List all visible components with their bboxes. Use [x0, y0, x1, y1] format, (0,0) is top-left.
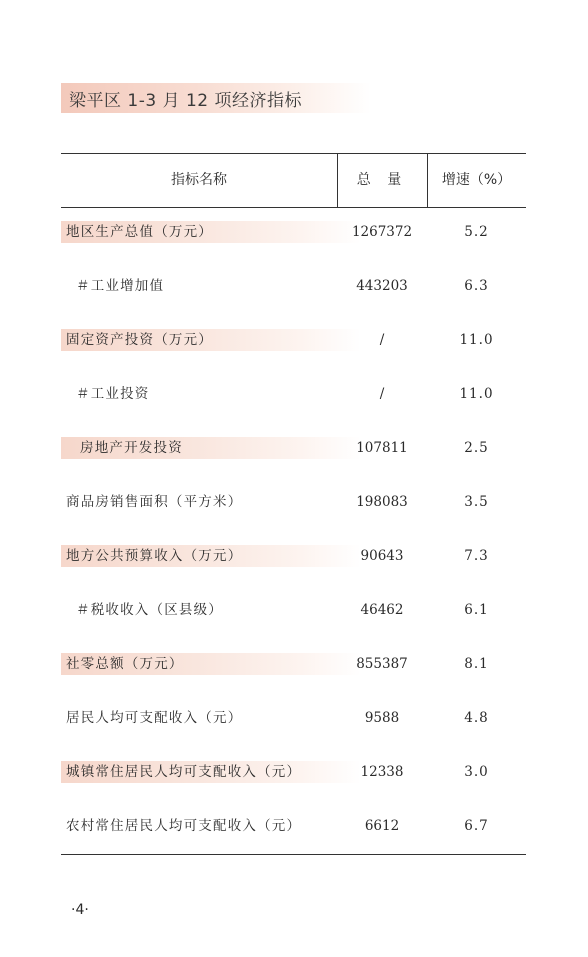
table-bottom-rule [61, 854, 526, 855]
indicator-name: 城镇常住居民人均可支配收入（元） [66, 764, 302, 780]
table-row [0, 478, 588, 532]
table-row [0, 316, 588, 370]
indicator-growth: 5.2 [464, 224, 489, 240]
indicator-total: / [379, 386, 385, 402]
table-row [0, 640, 588, 694]
indicator-total: 443203 [356, 278, 408, 294]
table-row [0, 748, 588, 802]
page-title: 梁平区 1-3 月 12 项经济指标 [69, 91, 303, 111]
column-header-total: 总 量 [356, 172, 408, 188]
indicator-total: 1267372 [351, 224, 413, 240]
indicator-total: 855387 [356, 656, 408, 672]
column-header-name: 指标名称 [171, 172, 227, 188]
page-number: ·4· [71, 902, 89, 918]
table-row [0, 370, 588, 424]
indicator-name: 商品房销售面积（平方米） [66, 494, 243, 510]
indicator-total: 9588 [364, 710, 400, 726]
indicator-growth: 11.0 [459, 332, 494, 348]
indicator-growth: 6.7 [464, 818, 489, 834]
table-row [0, 586, 588, 640]
indicator-name: 居民人均可支配收入（元） [66, 710, 243, 726]
column-header-growth: 增速（%） [441, 172, 512, 188]
indicator-growth: 6.1 [464, 602, 489, 618]
table-row [0, 262, 588, 316]
indicator-growth: 3.0 [464, 764, 489, 780]
table-row [0, 208, 588, 262]
indicator-growth: 6.3 [464, 278, 489, 294]
indicator-growth: 11.0 [459, 386, 494, 402]
table-row [0, 802, 588, 856]
indicator-total: 46462 [360, 602, 404, 618]
table-row [0, 424, 588, 478]
indicator-total: / [379, 332, 385, 348]
indicator-total: 107811 [356, 440, 408, 456]
indicator-growth: 3.5 [464, 494, 489, 510]
indicator-name: ＃税收收入（区县级） [76, 602, 223, 618]
table-row [0, 694, 588, 748]
indicator-growth: 2.5 [464, 440, 489, 456]
indicator-growth: 4.8 [464, 710, 489, 726]
indicator-name: 固定资产投资（万元） [66, 332, 213, 348]
indicator-growth: 7.3 [464, 548, 489, 564]
table-row [0, 532, 588, 586]
indicator-name: ＃工业增加值 [76, 278, 165, 294]
indicator-total: 12338 [360, 764, 404, 780]
indicator-name: 农村常住居民人均可支配收入（元） [66, 818, 302, 834]
indicator-name: 地方公共预算收入（万元） [66, 548, 243, 564]
indicator-name: 社零总额（万元） [66, 656, 184, 672]
indicator-total: 198083 [356, 494, 408, 510]
indicator-name: 地区生产总值（万元） [66, 224, 213, 240]
indicator-total: 6612 [364, 818, 400, 834]
indicator-growth: 8.1 [464, 656, 489, 672]
indicator-name: 房地产开发投资 [80, 440, 183, 456]
indicator-total: 90643 [360, 548, 404, 564]
indicator-name: ＃工业投资 [76, 386, 150, 402]
